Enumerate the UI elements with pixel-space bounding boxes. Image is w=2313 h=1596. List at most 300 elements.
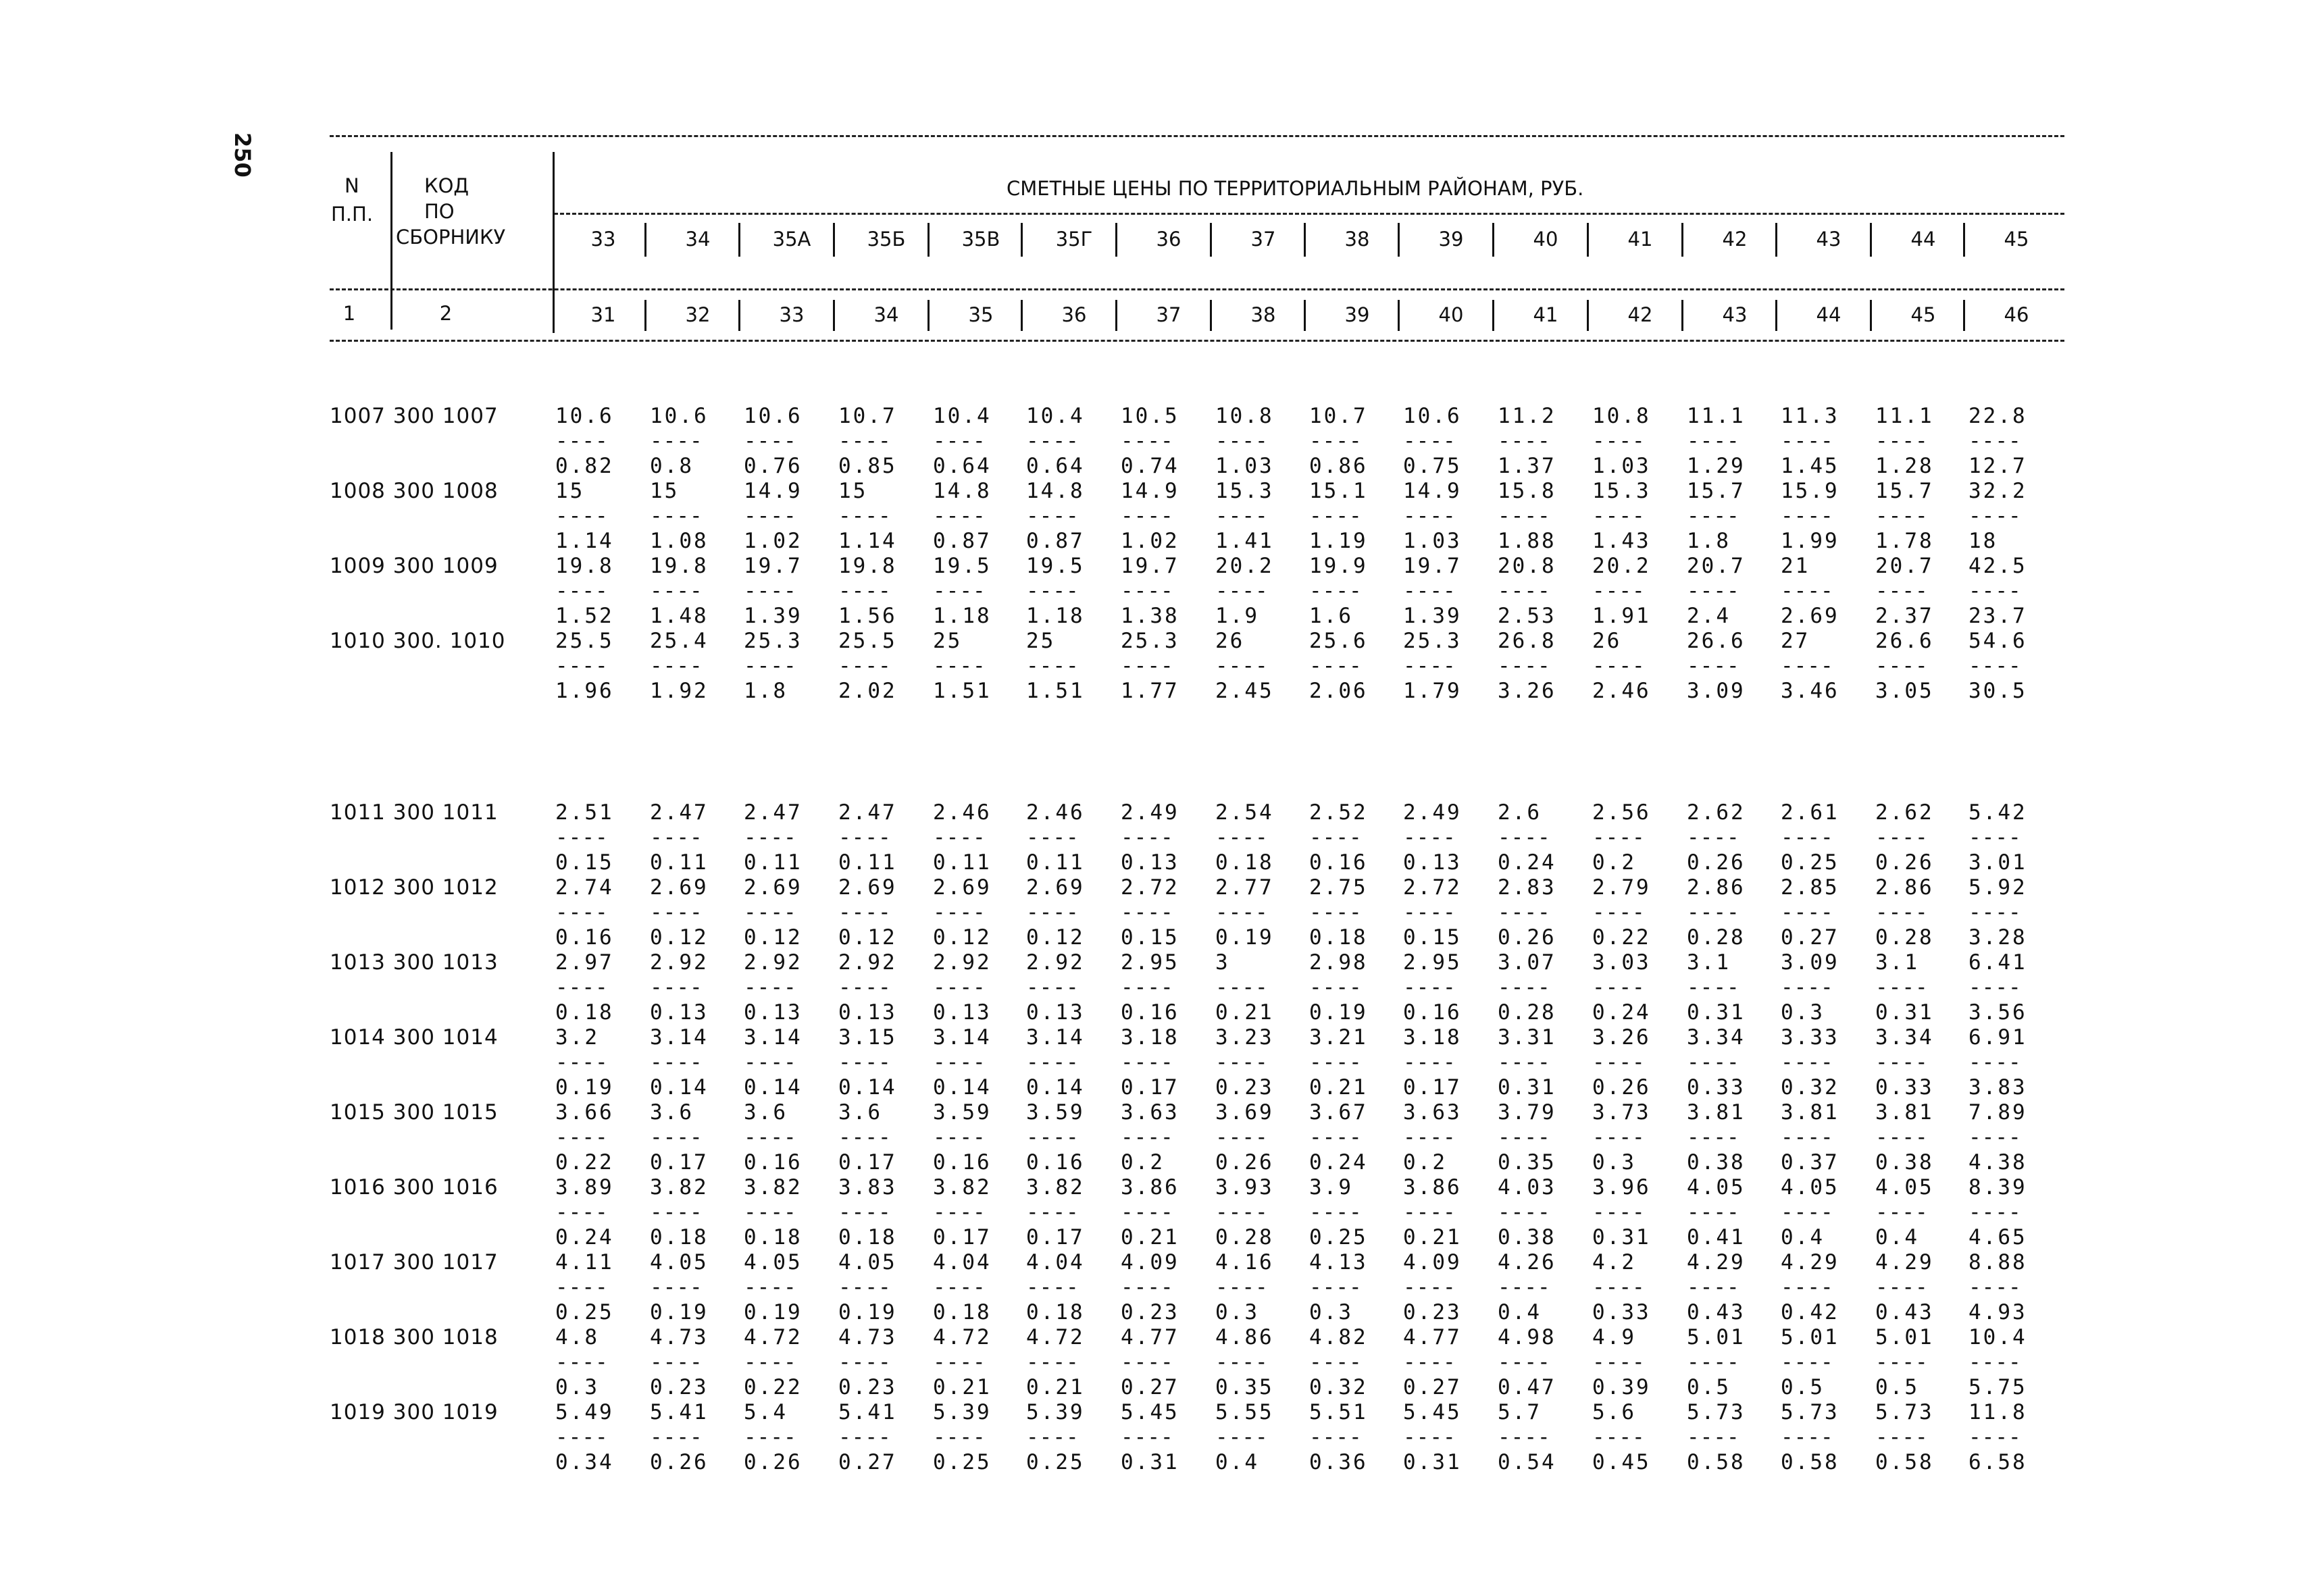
fraction-bar: ---- (1309, 1350, 1363, 1374)
price-cell: 1.39 (744, 604, 803, 628)
price-cell: 0.15 (1403, 925, 1462, 950)
fraction-bar: ---- (650, 1200, 703, 1225)
district-header-2: 35А (772, 228, 811, 251)
price-cell: 1.88 (1498, 529, 1556, 553)
price-cell: 3.81 (1781, 1100, 1839, 1125)
column-number-3: 34 (873, 303, 899, 326)
price-cell: 0.26 (650, 1450, 709, 1474)
fraction-bar: ---- (1968, 825, 2022, 850)
fraction-bar: ---- (1121, 504, 1174, 528)
price-cell: 0.36 (1309, 1450, 1368, 1474)
colnum-divider (644, 300, 646, 331)
price-cell: 0.17 (1026, 1225, 1085, 1250)
price-cell: 0.26 (1687, 850, 1746, 875)
fraction-bar: ---- (1309, 429, 1363, 453)
price-cell: 0.11 (650, 850, 709, 875)
column-number-9: 40 (1438, 303, 1464, 326)
price-cell: 4.72 (1026, 1325, 1085, 1349)
fraction-bar: ---- (1403, 975, 1456, 1000)
price-cell: 1.08 (650, 529, 709, 553)
fraction-bar: ---- (1875, 429, 1929, 453)
district-divider (1492, 223, 1494, 257)
fraction-bar: ---- (838, 1275, 892, 1299)
price-cell: 3.14 (933, 1025, 992, 1050)
price-cell: 5.7 (1498, 1400, 1542, 1424)
price-cell: 3.89 (555, 1175, 614, 1200)
divider-code-prices (553, 152, 555, 333)
price-cell: 3.15 (838, 1025, 897, 1050)
price-cell: 2.49 (1121, 800, 1179, 825)
price-cell: 0.17 (933, 1225, 992, 1250)
price-cell: 3.73 (1592, 1100, 1651, 1125)
price-cell: 2.86 (1875, 875, 1934, 900)
price-cell: 0.5 (1875, 1375, 1919, 1399)
district-divider (1963, 223, 1965, 257)
fraction-bar: ---- (1026, 654, 1079, 678)
fraction-bar: ---- (555, 429, 609, 453)
price-cell: 14.8 (933, 479, 992, 503)
fraction-bar: ---- (1403, 1050, 1456, 1075)
fraction-bar: ---- (744, 1050, 797, 1075)
price-cell: 2.4 (1687, 604, 1731, 628)
district-header-13: 43 (1816, 228, 1841, 251)
fraction-bar: ---- (1875, 579, 1929, 603)
fraction-bar: ---- (1121, 975, 1174, 1000)
price-cell: 19.7 (1403, 554, 1462, 578)
price-cell: 2.06 (1309, 679, 1368, 703)
price-cell: 0.14 (838, 1075, 897, 1100)
price-cell: 0.16 (744, 1150, 803, 1175)
fraction-bar: ---- (1309, 1200, 1363, 1225)
fraction-bar: ---- (838, 975, 892, 1000)
price-cell: 0.31 (1687, 1000, 1746, 1025)
fraction-bar: ---- (1215, 1350, 1269, 1374)
column-number-0: 31 (590, 303, 616, 326)
column-number-10: 41 (1533, 303, 1558, 326)
fraction-bar: ---- (1781, 654, 1834, 678)
fraction-bar: ---- (1968, 1125, 2022, 1150)
price-cell: 5.41 (838, 1400, 897, 1424)
fraction-bar: ---- (1968, 429, 2022, 453)
price-cell: 2.92 (838, 950, 897, 975)
price-cell: 0.13 (1121, 850, 1179, 875)
column-number-15: 46 (2004, 303, 2029, 326)
price-cell: 26.8 (1498, 629, 1556, 653)
price-cell: 1.19 (1309, 529, 1368, 553)
price-cell: 0.38 (1687, 1150, 1746, 1175)
price-cell: 7.89 (1968, 1100, 2027, 1125)
price-cell: 0.19 (744, 1300, 803, 1324)
price-cell: 0.35 (1498, 1150, 1556, 1175)
row-code-label: 1010 300. 1010 (330, 629, 506, 653)
price-cell: 2.79 (1592, 875, 1651, 900)
header-mid-rule (330, 288, 2064, 290)
price-cell: 2.75 (1309, 875, 1368, 900)
price-cell: 0.31 (1403, 1450, 1462, 1474)
price-cell: 10.7 (1309, 404, 1368, 428)
row-code-label: 1016 300 1016 (330, 1175, 499, 1200)
district-header-11: 41 (1627, 228, 1653, 251)
header-n: N (345, 174, 359, 197)
price-cell: 5.39 (1026, 1400, 1085, 1424)
fraction-bar: ---- (838, 1200, 892, 1225)
price-cell: 15 (555, 479, 585, 503)
price-cell: 0.43 (1875, 1300, 1934, 1324)
fraction-bar: ---- (1121, 654, 1174, 678)
price-cell: 2.92 (744, 950, 803, 975)
price-cell: 8.88 (1968, 1250, 2027, 1275)
fraction-bar: ---- (650, 900, 703, 925)
price-cell: 3.09 (1687, 679, 1746, 703)
price-cell: 0.31 (1592, 1225, 1651, 1250)
price-cell: 3.09 (1781, 950, 1839, 975)
price-cell: 4.9 (1592, 1325, 1636, 1349)
price-cell: 11.3 (1781, 404, 1839, 428)
fraction-bar: ---- (1215, 975, 1269, 1000)
price-cell: 1.38 (1121, 604, 1179, 628)
fraction-bar: ---- (1592, 825, 1646, 850)
price-cell: 0.47 (1498, 1375, 1556, 1399)
price-cell: 12.7 (1968, 454, 2027, 478)
column-number-4: 35 (968, 303, 994, 326)
price-cell: 5.92 (1968, 875, 2027, 900)
price-cell: 5.55 (1215, 1400, 1274, 1424)
price-cell: 2.62 (1875, 800, 1934, 825)
price-cell: 2.45 (1215, 679, 1274, 703)
price-cell: 19.9 (1309, 554, 1368, 578)
fraction-bar: ---- (1875, 1350, 1929, 1374)
fraction-bar: ---- (1309, 579, 1363, 603)
price-cell: 0.64 (1026, 454, 1085, 478)
price-cell: 15.3 (1215, 479, 1274, 503)
fraction-bar: ---- (1968, 1275, 2022, 1299)
price-cell: 0.14 (744, 1075, 803, 1100)
divider-n-code (390, 152, 392, 328)
district-divider (833, 223, 835, 257)
price-cell: 3.26 (1498, 679, 1556, 703)
fraction-bar: ---- (933, 1125, 986, 1150)
fraction-bar: ---- (1121, 1200, 1174, 1225)
price-cell: 3.01 (1968, 850, 2027, 875)
price-cell: 0.27 (838, 1450, 897, 1474)
district-divider (738, 223, 740, 257)
price-cell: 14.8 (1026, 479, 1085, 503)
district-header-9: 39 (1438, 228, 1464, 251)
price-cell: 1.9 (1215, 604, 1259, 628)
price-cell: 0.19 (838, 1300, 897, 1324)
price-cell: 5.4 (744, 1400, 788, 1424)
price-cell: 19.7 (744, 554, 803, 578)
fraction-bar: ---- (838, 1350, 892, 1374)
price-cell: 0.4 (1215, 1450, 1259, 1474)
district-header-4: 35В (961, 228, 1000, 251)
price-cell: 0.31 (1498, 1075, 1556, 1100)
price-cell: 0.18 (933, 1300, 992, 1324)
price-cell: 2.53 (1498, 604, 1556, 628)
price-cell: 0.12 (744, 925, 803, 950)
price-cell: 1.51 (1026, 679, 1085, 703)
price-cell: 1.18 (933, 604, 992, 628)
fraction-bar: ---- (1403, 1350, 1456, 1374)
price-cell: 0.27 (1403, 1375, 1462, 1399)
price-cell: 4.29 (1687, 1250, 1746, 1275)
fraction-bar: ---- (650, 579, 703, 603)
price-cell: 3.81 (1687, 1100, 1746, 1125)
price-cell: 3.33 (1781, 1025, 1839, 1050)
price-cell: 1.18 (1026, 604, 1085, 628)
price-cell: 4.38 (1968, 1150, 2027, 1175)
price-cell: 11.1 (1687, 404, 1746, 428)
fraction-bar: ---- (1875, 900, 1929, 925)
price-cell: 0.58 (1781, 1450, 1839, 1474)
price-cell: 3.14 (650, 1025, 709, 1050)
fraction-bar: ---- (838, 429, 892, 453)
price-cell: 0.4 (1875, 1225, 1919, 1250)
price-cell: 4.04 (1026, 1250, 1085, 1275)
price-cell: 0.42 (1781, 1300, 1839, 1324)
fraction-bar: ---- (1875, 504, 1929, 528)
price-cell: 25.3 (744, 629, 803, 653)
fraction-bar: ---- (1403, 429, 1456, 453)
price-cell: 2.46 (933, 800, 992, 825)
price-cell: 1.96 (555, 679, 614, 703)
price-cell: 0.19 (650, 1300, 709, 1324)
price-cell: 10.6 (650, 404, 709, 428)
fraction-bar: ---- (1498, 1350, 1551, 1374)
fraction-bar: ---- (1403, 825, 1456, 850)
price-cell: 1.78 (1875, 529, 1934, 553)
price-cell: 15 (838, 479, 868, 503)
fraction-bar: ---- (1215, 900, 1269, 925)
price-cell: 20.7 (1687, 554, 1746, 578)
row-code-label: 1013 300 1013 (330, 950, 499, 975)
price-cell: 10.4 (1026, 404, 1085, 428)
price-cell: 2.85 (1781, 875, 1839, 900)
fraction-bar: ---- (1498, 429, 1551, 453)
fraction-bar: ---- (1687, 429, 1740, 453)
price-cell: 3 (1215, 950, 1230, 975)
divider-n-code-nums (390, 303, 392, 330)
price-cell: 3.18 (1121, 1025, 1179, 1050)
price-cell: 0.3 (1781, 1000, 1825, 1025)
price-cell: 0.23 (838, 1375, 897, 1399)
price-cell: 20.2 (1215, 554, 1274, 578)
fraction-bar: ---- (1687, 825, 1740, 850)
price-cell: 1.6 (1309, 604, 1353, 628)
price-cell: 5.42 (1968, 800, 2027, 825)
fraction-bar: ---- (1026, 579, 1079, 603)
price-cell: 10.8 (1215, 404, 1274, 428)
price-cell: 15.3 (1592, 479, 1651, 503)
fraction-bar: ---- (1309, 1275, 1363, 1299)
price-cell: 0.18 (838, 1225, 897, 1250)
fraction-bar: ---- (744, 1425, 797, 1449)
fraction-bar: ---- (555, 1050, 609, 1075)
price-cell: 26 (1592, 629, 1622, 653)
price-cell: 3.9 (1309, 1175, 1353, 1200)
price-cell: 0.38 (1875, 1150, 1934, 1175)
price-cell: 4.13 (1309, 1250, 1368, 1275)
price-cell: 0.17 (650, 1150, 709, 1175)
fraction-bar: ---- (838, 1125, 892, 1150)
price-cell: 0.21 (1121, 1225, 1179, 1250)
price-cell: 1.02 (1121, 529, 1179, 553)
price-cell: 0.2 (1403, 1150, 1447, 1175)
colnum-divider (1304, 300, 1306, 331)
price-cell: 4.29 (1781, 1250, 1839, 1275)
price-cell: 2.69 (650, 875, 709, 900)
price-cell: 5.51 (1309, 1400, 1368, 1424)
fraction-bar: ---- (1687, 975, 1740, 1000)
price-cell: 0.3 (1309, 1300, 1353, 1324)
fraction-bar: ---- (650, 1350, 703, 1374)
fraction-bar: ---- (1498, 1425, 1551, 1449)
price-cell: 0.19 (1309, 1000, 1368, 1025)
fraction-bar: ---- (1403, 504, 1456, 528)
price-cell: 0.11 (1026, 850, 1085, 875)
fraction-bar: ---- (1215, 579, 1269, 603)
row-code-label: 1007 300 1007 (330, 404, 499, 428)
fraction-bar: ---- (1592, 975, 1646, 1000)
fraction-bar: ---- (933, 579, 986, 603)
price-cell: 0.58 (1875, 1450, 1934, 1474)
price-cell: 4.77 (1403, 1325, 1462, 1349)
price-cell: 19.8 (838, 554, 897, 578)
fraction-bar: ---- (1403, 654, 1456, 678)
fraction-bar: ---- (1403, 1125, 1456, 1150)
price-cell: 3.34 (1687, 1025, 1746, 1050)
price-cell: 0.16 (1026, 1150, 1085, 1175)
fraction-bar: ---- (1026, 1125, 1079, 1150)
fraction-bar: ---- (1687, 1275, 1740, 1299)
price-cell: 0.23 (1215, 1075, 1274, 1100)
price-cell: 32.2 (1968, 479, 2027, 503)
fraction-bar: ---- (1026, 1350, 1079, 1374)
fraction-bar: ---- (555, 1350, 609, 1374)
fraction-bar: ---- (1026, 429, 1079, 453)
price-cell: 2.69 (838, 875, 897, 900)
price-cell: 3.46 (1781, 679, 1839, 703)
price-cell: 21 (1781, 554, 1810, 578)
price-cell: 10.4 (933, 404, 992, 428)
price-cell: 4.72 (744, 1325, 803, 1349)
district-divider (1304, 223, 1306, 257)
price-cell: 1.03 (1215, 454, 1274, 478)
price-cell: 4.09 (1403, 1250, 1462, 1275)
price-cell: 0.3 (555, 1375, 599, 1399)
price-cell: 10.4 (1968, 1325, 2027, 1349)
price-cell: 1.39 (1403, 604, 1462, 628)
fraction-bar: ---- (555, 1125, 609, 1150)
price-cell: 0.11 (838, 850, 897, 875)
price-cell: 4.29 (1875, 1250, 1934, 1275)
fraction-bar: ---- (1875, 1125, 1929, 1150)
fraction-bar: ---- (1968, 504, 2022, 528)
fraction-bar: ---- (1215, 429, 1269, 453)
fraction-bar: ---- (1026, 1200, 1079, 1225)
district-header-3: 35Б (867, 228, 906, 251)
fraction-bar: ---- (1121, 579, 1174, 603)
price-cell: 0.16 (1403, 1000, 1462, 1025)
price-cell: 4.93 (1968, 1300, 2027, 1324)
price-cell: 26.6 (1875, 629, 1934, 653)
price-cell: 11.1 (1875, 404, 1934, 428)
fraction-bar: ---- (1687, 579, 1740, 603)
price-cell: 4.98 (1498, 1325, 1556, 1349)
price-cell: 2.46 (1026, 800, 1085, 825)
price-cell: 0.22 (744, 1375, 803, 1399)
fraction-bar: ---- (1403, 1200, 1456, 1225)
fraction-bar: ---- (933, 1425, 986, 1449)
price-cell: 0.41 (1687, 1225, 1746, 1250)
fraction-bar: ---- (933, 975, 986, 1000)
fraction-bar: ---- (1498, 975, 1551, 1000)
header-code-1: КОД (424, 174, 469, 197)
price-cell: 2.97 (555, 950, 614, 975)
fraction-bar: ---- (1121, 1125, 1174, 1150)
price-cell: 1.03 (1403, 529, 1462, 553)
price-cell: 2.47 (744, 800, 803, 825)
fraction-bar: ---- (650, 975, 703, 1000)
fraction-bar: ---- (1592, 1050, 1646, 1075)
fraction-bar: ---- (1968, 900, 2022, 925)
price-cell: 2.47 (838, 800, 897, 825)
fraction-bar: ---- (1498, 654, 1551, 678)
price-cell: 3.59 (933, 1100, 992, 1125)
price-cell: 0.27 (1781, 925, 1839, 950)
fraction-bar: ---- (744, 1275, 797, 1299)
fraction-bar: ---- (838, 825, 892, 850)
fraction-bar: ---- (838, 579, 892, 603)
fraction-bar: ---- (933, 1050, 986, 1075)
fraction-bar: ---- (1026, 1050, 1079, 1075)
price-cell: 10.8 (1592, 404, 1651, 428)
price-cell: 15.7 (1687, 479, 1746, 503)
price-cell: 5.41 (650, 1400, 709, 1424)
colnum-divider (1775, 300, 1777, 331)
price-cell: 4.04 (933, 1250, 992, 1275)
price-cell: 2.92 (1026, 950, 1085, 975)
price-cell: 11.2 (1498, 404, 1556, 428)
price-cell: 6.41 (1968, 950, 2027, 975)
fraction-bar: ---- (1121, 1350, 1174, 1374)
price-cell: 4.8 (555, 1325, 599, 1349)
price-cell: 18 (1968, 529, 1998, 553)
district-header-14: 44 (1910, 228, 1936, 251)
price-cell: 0.75 (1403, 454, 1462, 478)
price-cell: 0.25 (1781, 850, 1839, 875)
price-cell: 3.1 (1687, 950, 1731, 975)
price-cell: 42.5 (1968, 554, 2027, 578)
header-colnum-1: 1 (342, 302, 356, 325)
price-cell: 0.19 (1215, 925, 1274, 950)
fraction-bar: ---- (1592, 1425, 1646, 1449)
price-cell: 0.28 (1687, 925, 1746, 950)
price-cell: 5.73 (1875, 1400, 1934, 1424)
price-cell: 0.87 (933, 529, 992, 553)
fraction-bar: ---- (1403, 900, 1456, 925)
price-cell: 2.74 (555, 875, 614, 900)
fraction-bar: ---- (1309, 1425, 1363, 1449)
price-cell: 2.46 (1592, 679, 1651, 703)
price-cell: 0.28 (1498, 1000, 1556, 1025)
fraction-bar: ---- (1121, 900, 1174, 925)
district-divider (1021, 223, 1023, 257)
price-cell: 0.14 (933, 1075, 992, 1100)
price-cell: 10.6 (1403, 404, 1462, 428)
price-cell: 0.2 (1121, 1150, 1165, 1175)
price-cell: 5.75 (1968, 1375, 2027, 1399)
